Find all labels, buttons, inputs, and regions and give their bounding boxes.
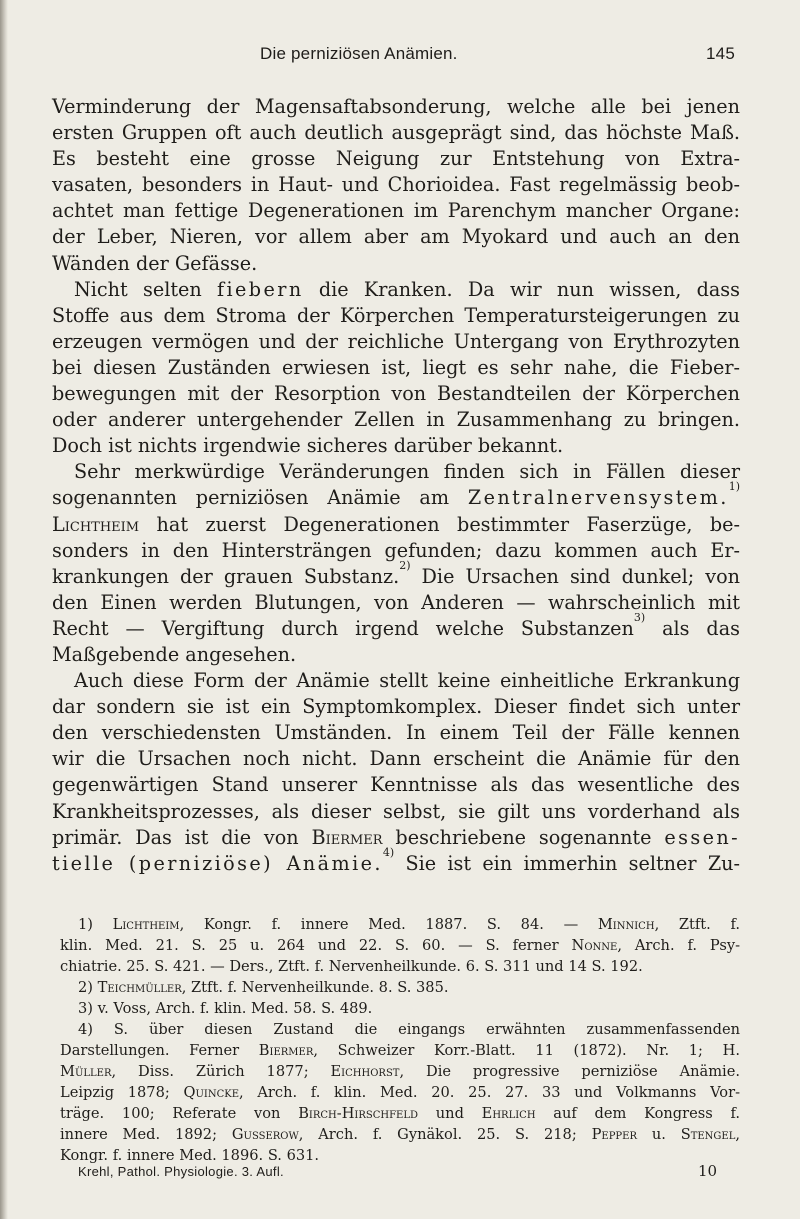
footnote-4-cont — [60, 1103, 740, 1124]
text-run: , Arch. f. Gynäkol. 25. S. 218; — [298, 1126, 592, 1143]
text-run: Sie ist ein immerhin seltner Zu- — [394, 851, 740, 875]
text-run: , Arch. f. klin. Med. 20. 25. 27. 33 und Volkmanns Vor- — [239, 1084, 740, 1101]
author-name: Teichmüller — [97, 979, 182, 996]
text-run: die Kranken. Da wir nun wissen, dass — [303, 277, 740, 301]
text-line: ersten Gruppen oft auch deutlich ausgeprägt sind, das höchste Maß. — [52, 121, 740, 145]
text-run: primär. Das ist die von — [52, 825, 312, 849]
text-line — [52, 558, 740, 590]
footnote-4-cont: Kongr. f. innere Med. 1896. S. 631. — [60, 1147, 320, 1164]
author-name: Biermer — [311, 825, 383, 849]
text-line: Verminderung der Magensaftabsonderung, welche alle bei jenen — [52, 95, 740, 118]
text-run: als das — [645, 616, 740, 640]
text-line — [52, 825, 740, 851]
text-line: Stoffe aus dem Stroma der Körperchen Temperatursteigerungen zu — [52, 303, 740, 327]
author-name: Gusserow — [231, 1126, 299, 1143]
author-name: Eichhorst — [330, 1063, 400, 1080]
text-run: innere Med. 1892; — [60, 1126, 232, 1143]
text-run: Die Ursachen sind dunkel; von — [410, 564, 740, 588]
footnote-ref[interactable]: 3) — [633, 610, 646, 624]
text-run: Darstellungen. Ferner — [60, 1042, 259, 1059]
text-line: wir die Ursachen noch nicht. Dann erscheint die Anämie für den — [52, 747, 740, 771]
author-name: Quincke — [183, 1084, 240, 1101]
text-run: , Ztft. f. Nervenheilkunde. 8. S. 385. — [181, 979, 449, 996]
text-run: , Diss. Zürich 1877; — [111, 1063, 331, 1080]
text-run: hat zuerst Degenerationen bestimmter Faserzüge, be- — [139, 512, 740, 536]
footnote-4: 4) S. über diesen Zustand die eingangs erwähnten zusammenfassenden — [78, 1021, 740, 1038]
text-run: beschriebene sogenannte — [382, 825, 665, 849]
running-header — [235, 44, 735, 72]
text-line — [52, 277, 740, 303]
text-line: oder anderer untergehender Zellen in Zusammenhang zu bringen. — [52, 408, 740, 432]
text-run: 2) — [78, 979, 98, 996]
text-line: achtet man fettige Degenerationen im Parenchym mancher Organe: — [52, 199, 740, 223]
footnote-4-cont — [60, 1082, 740, 1103]
author-name: Nonne — [571, 937, 618, 954]
text-run: , Die progressive perniziöse Anämie. — [399, 1063, 740, 1080]
footnote-ref[interactable]: 1) — [728, 480, 740, 494]
author-name: Minnich — [597, 916, 655, 933]
text-line: gegenwärtigen Stand unserer Kenntnisse als das wesentliche des — [52, 773, 740, 797]
text-run: Recht — Vergiftung durch irgend welche Substanzen — [52, 616, 634, 640]
spaced-emphasis: tielle (perniziöse) Anämie. — [52, 851, 383, 875]
text-line: bewegungen mit der Resorption von Bestandteilen der Körperchen — [52, 382, 740, 406]
text-line: erzeugen vermögen und der reichliche Untergang von Erythrozyten — [52, 329, 740, 353]
text-run: , Ztft. f. — [654, 916, 740, 933]
author-name: Müller — [60, 1063, 112, 1080]
text-line: Maßgebende angesehen. — [52, 642, 297, 666]
text-line — [52, 512, 740, 538]
text-run: sogenannten perniziösen Anämie am — [52, 486, 468, 510]
text-line: vasaten, besonders in Haut- und Chorioidea. Fast regelmässig beob- — [52, 173, 740, 197]
text-run: auf dem Kongress f. — [535, 1105, 740, 1122]
footnote-4-cont — [60, 1061, 740, 1082]
running-title: Die perniziösen Anämien. — [260, 44, 458, 63]
footnotes — [60, 914, 740, 1166]
text-run: 1) — [78, 916, 113, 933]
author-name: Lichtheim — [112, 916, 180, 933]
text-run: und — [418, 1105, 482, 1122]
text-run: , Arch. f. Psy- — [617, 937, 740, 954]
text-run: , Kongr. f. innere Med. 1887. S. 84. — — [179, 916, 598, 933]
author-name: Biermer — [258, 1042, 314, 1059]
text-line: sonders in den Hintersträngen gefunden; dazu kommen auch Er- — [52, 538, 740, 562]
footnote-ref[interactable]: 2) — [399, 558, 411, 572]
footnote-4-cont — [60, 1124, 740, 1145]
spaced-emphasis: essen- — [664, 825, 740, 849]
text-line — [52, 480, 740, 511]
text-line: Krankheitsprozesses, als dieser selbst, sie gilt uns vorderhand als — [52, 799, 740, 823]
footnote-ref[interactable]: 4) — [382, 845, 395, 859]
text-line — [52, 610, 740, 642]
text-line: Auch diese Form der Anämie stellt keine einheitliche Erkrankung — [74, 669, 740, 693]
footnote-4-cont — [60, 1040, 740, 1061]
text-line: dar sondern sie ist ein Symptomkomplex. Dieser findet sich unter — [52, 695, 740, 719]
text-run: , Schweizer Korr.-Blatt. 11 (1872). Nr. 1; H. — [313, 1042, 740, 1059]
main-text — [52, 94, 740, 877]
text-line: den verschiedensten Umständen. In einem Teil der Fälle kennen — [52, 721, 740, 745]
text-run: Leipzig 1878; — [60, 1084, 184, 1101]
book-imprint: Krehl, Pathol. Physiologie. 3. Aufl. — [78, 1164, 284, 1179]
text-line: Sehr merkwürdige Veränderungen finden sich in Fällen dieser — [74, 460, 740, 484]
text-line: bei diesen Zuständen erwiesen ist, liegt es sehr nahe, die Fieber- — [52, 355, 740, 379]
footnote-1 — [60, 914, 740, 935]
author-name: Lichtheim — [52, 512, 140, 536]
author-name: Birch-Hirschfeld — [298, 1105, 419, 1122]
text-run: Nicht selten — [74, 277, 218, 301]
text-line: Doch ist nichts irgendwie sicheres darüber bekannt. — [52, 434, 564, 458]
author-name: Pepper — [591, 1126, 637, 1143]
text-run: klin. Med. 21. S. 25 u. 264 und 22. S. 60. — S. ferner — [60, 937, 572, 954]
footnote-1-cont: chiatrie. 25. S. 421. — Ders., Ztft. f. Nervenheilkunde. 6. S. 311 und 14 S. 192. — [60, 958, 643, 975]
text-run: träge. 100; Referate von — [60, 1105, 299, 1122]
signature-mark: 10 — [698, 1162, 718, 1180]
footnote-2 — [60, 977, 740, 998]
text-run: krankungen der grauen Substanz. — [52, 564, 400, 588]
text-line: der Leber, Nieren, vor allem aber am Myokard und auch an den — [52, 225, 740, 249]
text-run: u. — [636, 1126, 681, 1143]
text-line: Es besteht eine grosse Neigung zur Entstehung von Extra- — [52, 147, 740, 171]
spaced-emphasis: fiebern — [217, 277, 304, 301]
text-line: den Einen werden Blutungen, von Anderen — wahrscheinlich mit — [52, 590, 740, 614]
text-line — [52, 845, 740, 877]
text-line: Wänden der Gefässe. — [52, 251, 258, 275]
page-number: 145 — [706, 44, 735, 63]
footnote-3: 3) v. Voss, Arch. f. klin. Med. 58. S. 489. — [78, 1000, 373, 1017]
author-name: Ehrlich — [481, 1105, 536, 1122]
text-run: , — [735, 1126, 740, 1143]
spaced-emphasis: Zentralnervensystem. — [467, 486, 729, 510]
author-name: Stengel — [680, 1126, 736, 1143]
footnote-1-cont — [60, 935, 740, 956]
